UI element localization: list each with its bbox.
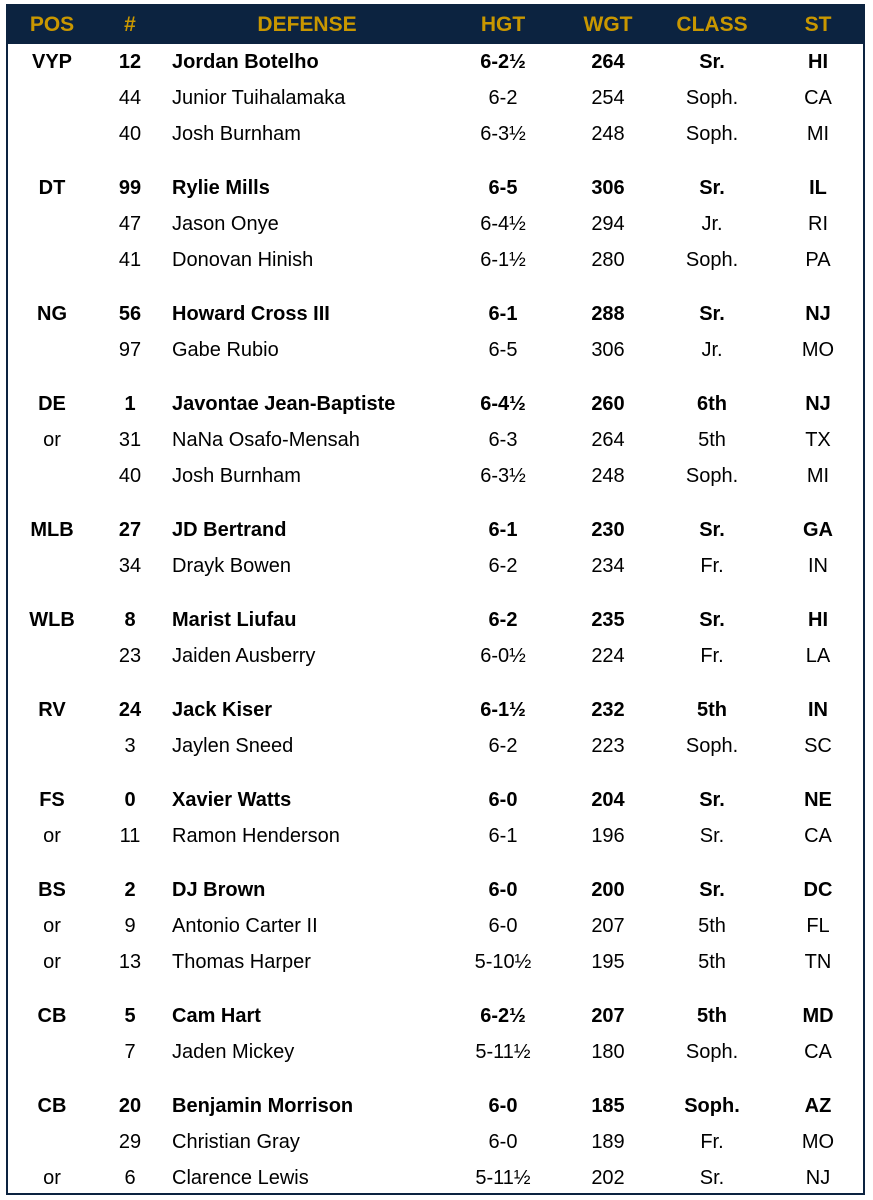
row-position: WLB [29,609,75,631]
row-height: 6-1 [488,519,518,541]
row-height: 6-0 [488,879,518,901]
row-state: IN [808,699,828,721]
table-row [8,1160,863,1196]
row-class: Sr. [699,879,725,901]
table-row [8,782,863,818]
row-class: Soph. [685,1041,739,1063]
row-height: 5-11½ [475,1041,531,1063]
row-position: MLB [30,519,74,541]
row-position [12,638,92,674]
table-row [8,386,863,422]
row-class: 5th [698,429,726,451]
row-state: IN [808,555,828,577]
row-player-name: Josh Burnham [172,465,301,487]
row-state: MD [802,1005,834,1027]
row-class: 6th [697,393,727,415]
row-position [12,548,92,584]
row-state: NJ [805,1167,831,1189]
row-height: 6-4½ [480,213,526,235]
row-jersey-number: 24 [118,699,142,721]
row-jersey-number: 47 [118,213,142,235]
row-class: Soph. [685,735,739,757]
row-class: Sr. [699,825,725,847]
row-state: DC [803,879,833,901]
row-jersey-number: 31 [118,429,142,451]
table-row [8,638,863,674]
row-jersey-number: 56 [118,303,142,325]
row-player-name: Javontae Jean-Baptiste [172,393,396,415]
row-class: Soph. [684,1095,740,1117]
row-state: FL [806,915,830,937]
row-state: PA [805,249,831,271]
row-jersey-number: 23 [118,645,142,667]
row-position [12,80,92,116]
row-position: DE [38,393,66,415]
row-weight: 232 [591,699,625,721]
row-jersey-number: 3 [124,735,136,757]
row-weight: 204 [591,789,625,811]
row-class: Fr. [700,1131,724,1153]
row-player-name: DJ Brown [172,879,266,901]
table-row [8,332,863,368]
row-class: 5th [698,951,726,973]
row-jersey-number: 9 [124,915,136,937]
row-height: 6-1½ [480,249,526,271]
row-jersey-number: 13 [118,951,142,973]
row-state: AZ [804,1095,832,1117]
row-class: Sr. [699,609,725,631]
row-player-name: Rylie Mills [172,177,270,199]
row-weight: 185 [591,1095,625,1117]
row-height: 6-5 [488,339,518,361]
row-player-name: Jack Kiser [172,699,273,721]
row-weight: 294 [591,213,625,235]
row-jersey-number: 2 [124,879,136,901]
row-player-name: Donovan Hinish [172,249,314,271]
row-height: 6-1 [488,303,518,325]
row-height: 6-0 [488,1131,518,1153]
row-class: Jr. [701,339,723,361]
row-position [12,206,92,242]
row-jersey-number: 1 [124,393,136,415]
row-weight: 248 [591,123,625,145]
row-jersey-number: 7 [124,1041,136,1063]
row-weight: 202 [591,1167,625,1189]
row-state: MI [806,123,830,145]
row-position [12,242,92,278]
row-jersey-number: 12 [118,51,142,73]
row-position: NG [37,303,67,325]
row-player-name: Howard Cross III [172,303,330,325]
header-class: CLASS [676,13,748,36]
row-player-name: Thomas Harper [172,951,311,973]
row-state: IL [809,177,827,199]
header-pos: POS [29,13,75,36]
row-state: RI [808,213,828,235]
row-class: Soph. [685,87,739,109]
table-row [8,80,863,116]
table-row [8,296,863,332]
row-state: GA [803,519,833,541]
row-player-name: Xavier Watts [172,789,292,811]
row-state: NE [804,789,832,811]
row-class: Sr. [699,789,725,811]
table-row [8,728,863,764]
row-player-name: Cam Hart [172,1005,261,1027]
row-state: TN [804,951,832,973]
row-player-name: Jason Onye [172,213,279,235]
row-jersey-number: 34 [118,555,142,577]
row-player-name: Christian Gray [172,1131,300,1153]
row-class: Sr. [699,303,725,325]
row-weight: 196 [591,825,625,847]
row-position: BS [38,879,66,901]
row-weight: 248 [591,465,625,487]
depth-chart-table [6,4,865,1195]
row-jersey-number: 27 [118,519,142,541]
row-weight: 207 [591,1005,625,1027]
row-player-name: Benjamin Morrison [172,1095,354,1117]
row-weight: 306 [591,339,625,361]
row-class: Sr. [699,51,725,73]
table-row [8,1034,863,1070]
row-player-name: Jaylen Sneed [172,735,294,757]
row-weight: 264 [591,429,625,451]
row-jersey-number: 11 [119,825,141,847]
table-row [8,692,863,728]
row-height: 6-2 [488,555,518,577]
table-row [8,818,863,854]
row-position: or [43,825,61,847]
table-row [8,116,863,152]
row-state: SC [804,735,832,757]
row-height: 6-0 [488,789,518,811]
row-weight: 280 [591,249,625,271]
row-state: HI [808,609,828,631]
row-class: Fr. [700,645,724,667]
row-player-name: Jaiden Ausberry [172,645,316,667]
row-state: CA [804,87,832,109]
row-class: Sr. [699,519,725,541]
row-weight: 264 [591,51,625,73]
row-height: 6-1½ [480,699,526,721]
table-row [8,1124,863,1160]
row-weight: 260 [591,393,625,415]
table-row [8,944,863,980]
row-jersey-number: 99 [118,177,142,199]
row-class: Soph. [685,465,739,487]
row-player-name: Gabe Rubio [172,339,279,361]
row-jersey-number: 6 [124,1167,136,1189]
row-position [12,332,92,368]
row-player-name: Jaden Mickey [172,1041,295,1063]
row-weight: 254 [591,87,625,109]
table-row [8,872,863,908]
table-row [8,602,863,638]
table-row [8,422,863,458]
row-class: 5th [698,915,726,937]
row-class: 5th [697,1005,727,1027]
row-jersey-number: 97 [118,339,142,361]
table-row [8,908,863,944]
header-weight: WGT [583,13,633,36]
row-weight: 224 [591,645,625,667]
row-jersey-number: 29 [118,1131,142,1153]
table-header [8,6,863,44]
row-position: CB [37,1005,67,1027]
row-height: 6-0 [488,1095,518,1117]
table-row [8,242,863,278]
row-player-name: Junior Tuihalamaka [172,87,346,109]
row-position: or [43,1167,61,1189]
row-player-name: Marist Liufau [172,609,297,631]
row-height: 6-4½ [480,393,526,415]
row-state: NJ [805,393,831,415]
row-position [12,116,92,152]
row-state: CA [804,825,832,847]
table-row [8,44,863,80]
row-class: Fr. [700,555,724,577]
row-weight: 234 [591,555,625,577]
row-weight: 223 [591,735,625,757]
row-weight: 288 [591,303,625,325]
row-player-name: Ramon Henderson [172,825,340,847]
row-height: 6-2 [488,735,518,757]
row-jersey-number: 8 [124,609,136,631]
row-player-name: NaNa Osafo-Mensah [172,429,360,451]
row-position: or [43,951,61,973]
table-row [8,1088,863,1124]
row-player-name: Antonio Carter II [172,915,318,937]
row-player-name: Jordan Botelho [172,51,319,73]
row-player-name: JD Bertrand [172,519,287,541]
row-position: DT [38,177,66,199]
row-state: MI [806,465,830,487]
row-position: or [43,429,61,451]
row-jersey-number: 20 [118,1095,142,1117]
row-player-name: Drayk Bowen [172,555,291,577]
row-state: MO [801,339,835,361]
row-weight: 189 [591,1131,625,1153]
row-height: 6-3 [488,429,518,451]
row-weight: 230 [591,519,625,541]
row-weight: 195 [591,951,625,973]
row-height: 6-2½ [480,51,526,73]
row-position: VYP [31,51,73,73]
row-height: 6-0 [488,915,518,937]
row-state: CA [804,1041,832,1063]
row-height: 5-11½ [475,1167,531,1189]
row-state: NJ [805,303,831,325]
row-state: HI [808,51,828,73]
table-row [8,512,863,548]
row-class: 5th [697,699,727,721]
table-row [8,458,863,494]
row-class: Jr. [701,213,723,235]
row-weight: 235 [591,609,625,631]
row-jersey-number: 41 [118,249,142,271]
row-class: Soph. [685,123,739,145]
row-state: LA [805,645,831,667]
row-player-name: Clarence Lewis [172,1167,309,1189]
row-height: 6-3½ [480,465,526,487]
row-position: FS [39,789,65,811]
table-row [8,998,863,1034]
row-state: MO [801,1131,835,1153]
header-number: # [124,13,136,36]
row-weight: 200 [591,879,625,901]
row-position [12,728,92,764]
header-defense: DEFENSE [257,13,357,36]
row-class: Sr. [699,1167,725,1189]
row-player-name: Josh Burnham [172,123,301,145]
row-height: 5-10½ [474,951,532,973]
row-position: or [43,915,61,937]
header-height: HGT [480,13,526,36]
row-weight: 207 [591,915,625,937]
row-position [12,1034,92,1070]
table-row [8,548,863,584]
row-position: CB [37,1095,67,1117]
row-height: 6-1 [488,825,518,847]
row-height: 6-2½ [480,1005,526,1027]
row-weight: 306 [591,177,625,199]
row-position: RV [38,699,66,721]
row-position [12,1124,92,1160]
table-row [8,206,863,242]
row-weight: 180 [591,1041,625,1063]
row-height: 6-5 [488,177,518,199]
row-state: TX [805,429,831,451]
row-height: 6-3½ [480,123,526,145]
row-position [12,458,92,494]
row-height: 6-2 [488,609,518,631]
row-jersey-number: 0 [124,789,136,811]
header-state: ST [804,13,832,36]
row-jersey-number: 44 [118,87,142,109]
row-height: 6-0½ [480,645,526,667]
row-class: Sr. [699,177,725,199]
table-row [8,170,863,206]
row-height: 6-2 [488,87,518,109]
row-jersey-number: 40 [118,465,142,487]
row-class: Soph. [685,249,739,271]
row-jersey-number: 40 [118,123,142,145]
row-jersey-number: 5 [124,1005,136,1027]
